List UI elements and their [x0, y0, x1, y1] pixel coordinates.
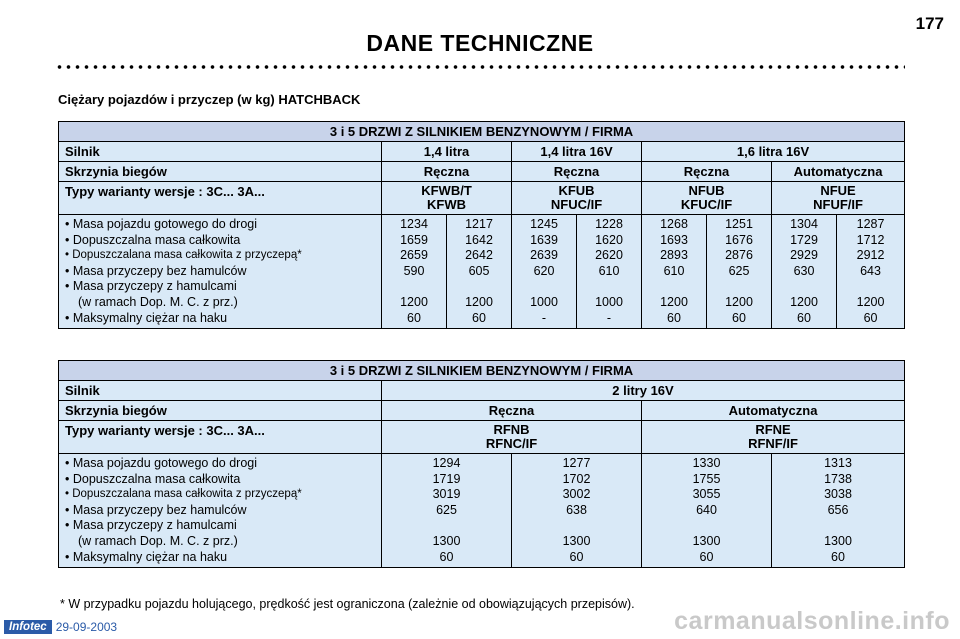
dotted-divider	[55, 64, 905, 70]
types-label: Typy warianty wersje : 3C... 3A...	[59, 421, 382, 454]
value-cell: 1313	[824, 456, 852, 470]
weights-table-2	[58, 360, 905, 568]
value-cell: 2642	[465, 248, 493, 263]
type-code: RFNF/IF	[748, 436, 798, 451]
row-label: • Masa przyczepy bez hamulców	[65, 502, 247, 517]
type-cell	[382, 421, 642, 454]
value-cell: 1304	[790, 217, 818, 231]
type-code: RFNC/IF	[485, 436, 538, 451]
value-cell	[648, 518, 765, 534]
value-cell: 60	[699, 549, 714, 564]
value-cell: 1702	[562, 471, 591, 486]
value-cell: 1693	[660, 232, 688, 247]
value-cell: 1217	[465, 217, 493, 231]
value-cell: 1755	[692, 471, 721, 486]
value-column	[512, 215, 577, 329]
watermark: carmanualsonline.info	[674, 607, 950, 635]
page-number: 177	[915, 14, 944, 33]
value-column	[512, 454, 642, 568]
row-labels	[59, 454, 382, 568]
value-cell: 2639	[530, 248, 558, 263]
value-cell	[648, 279, 700, 295]
footer	[4, 619, 117, 635]
value-cell: 3019	[432, 487, 461, 502]
value-cell: 60	[797, 310, 811, 325]
engine-cell: 1,4 litra 16V	[512, 142, 642, 162]
value-cell	[453, 279, 505, 295]
type-code: NFUF/IF	[813, 197, 863, 212]
value-cell: 1200	[856, 294, 885, 309]
value-cell: 1676	[725, 232, 753, 247]
type-code: RFNE	[755, 422, 791, 437]
value-cell: 2876	[725, 248, 753, 263]
value-cell: 590	[403, 263, 425, 278]
table-header: 3 i 5 DRZWI Z SILNIKIEM BENZYNOWYM / FIRMA	[59, 122, 905, 142]
page-title: DANE TECHNICZNE	[366, 30, 594, 56]
value-cell: 1712	[856, 232, 885, 247]
row-label: • Masa pojazdu gotowego do drogi	[65, 456, 258, 470]
value-cell: 2912	[856, 248, 885, 263]
value-cell: 638	[566, 502, 587, 517]
row-label: • Dopuszczalna masa całkowita	[65, 471, 241, 486]
type-code: NFUC/IF	[550, 197, 603, 212]
row-label: • Maksymalny ciężar na haku	[65, 310, 228, 325]
value-cell: 3055	[692, 487, 721, 502]
gearbox-cell: Ręczna	[512, 162, 642, 182]
row-label: • Masa pojazdu gotowego do drogi	[65, 217, 258, 231]
row-label: • Masa przyczepy z hamulcami	[65, 518, 237, 533]
value-cell: 2620	[595, 248, 623, 263]
value-cell: 60	[569, 549, 584, 564]
value-cell: 60	[407, 310, 421, 325]
row-label: • Dopuszczalana masa całkowita z przyczepą*	[65, 249, 302, 262]
value-cell: 60	[732, 310, 746, 325]
value-cell: -	[606, 310, 612, 325]
value-cell: 610	[598, 263, 620, 278]
type-code: NFUB	[688, 183, 725, 198]
value-cell: 610	[663, 263, 685, 278]
value-cell: 1200	[465, 294, 493, 309]
value-cell: 1330	[692, 456, 721, 470]
value-cell: 656	[827, 502, 849, 517]
value-cell	[778, 279, 830, 295]
value-cell	[583, 279, 635, 295]
value-column	[772, 215, 837, 329]
value-cell: 60	[667, 310, 681, 325]
value-cell: 60	[863, 310, 878, 325]
value-cell	[388, 279, 440, 295]
value-column	[382, 215, 447, 329]
value-cell	[713, 279, 765, 295]
value-cell: 3002	[562, 487, 591, 502]
value-cell: 3038	[824, 487, 852, 502]
type-cell	[772, 182, 905, 215]
gearbox-cell: Automatyczna	[772, 162, 905, 182]
engine-label: Silnik	[59, 381, 382, 401]
value-cell: 2929	[790, 248, 818, 263]
value-cell: 1000	[530, 294, 558, 309]
value-cell: 1639	[530, 232, 558, 247]
value-cell: 1245	[530, 217, 558, 231]
value-cell	[843, 279, 898, 295]
value-cell: 620	[533, 263, 555, 278]
type-code: KFWB	[427, 197, 466, 212]
value-cell: 2893	[660, 248, 688, 263]
value-cell: 605	[468, 263, 490, 278]
value-column	[642, 215, 707, 329]
gearbox-cell: Ręczna	[382, 401, 642, 421]
value-column	[707, 215, 772, 329]
type-code: NFUE	[820, 183, 856, 198]
value-cell: 1294	[432, 456, 461, 470]
value-cell	[518, 518, 635, 534]
row-label: • Dopuszczalana masa całkowita z przyczepą*	[65, 488, 302, 501]
infotec-logo: Infotec	[4, 620, 52, 634]
value-column	[772, 454, 905, 568]
row-label: • Dopuszczalna masa całkowita	[65, 232, 241, 247]
value-cell: 1200	[660, 294, 688, 309]
gearbox-cell: Ręczna	[642, 162, 772, 182]
row-label: • Maksymalny ciężar na haku	[65, 549, 228, 564]
table-header: 3 i 5 DRZWI Z SILNIKIEM BENZYNOWYM / FIRMA	[59, 361, 905, 381]
engine-cell: 2 litry 16V	[382, 381, 905, 401]
value-cell: 2659	[400, 248, 428, 263]
value-column	[577, 215, 642, 329]
value-cell: 60	[472, 310, 486, 325]
value-cell: 1738	[824, 471, 852, 486]
value-cell: 1642	[465, 232, 493, 247]
weights-table-1	[58, 121, 905, 329]
engine-cell: 1,6 litra 16V	[642, 142, 905, 162]
value-column	[642, 454, 772, 568]
value-cell: 625	[436, 502, 457, 517]
value-cell: 1719	[432, 471, 461, 486]
section-subtitle: Ciężary pojazdów i przyczep (w kg) HATCHBACK	[58, 92, 361, 107]
value-cell: 1659	[400, 232, 428, 247]
value-cell: 1729	[790, 232, 818, 247]
types-label: Typy warianty wersje : 3C... 3A...	[59, 182, 382, 215]
value-cell: 1300	[562, 533, 591, 548]
row-label: • Masa przyczepy bez hamulców	[65, 263, 247, 278]
gearbox-cell: Ręczna	[382, 162, 512, 182]
value-cell: 1620	[595, 232, 623, 247]
value-cell: 625	[728, 263, 750, 278]
gearbox-label: Skrzynia biegów	[59, 401, 382, 421]
value-column	[447, 215, 512, 329]
value-cell: 1200	[790, 294, 818, 309]
value-cell: 60	[439, 549, 454, 564]
type-code: RFNB	[493, 422, 530, 437]
value-cell: -	[541, 310, 547, 325]
row-label: (w ramach Dop. M. C. z prz.)	[78, 533, 238, 548]
value-cell: 1200	[400, 294, 428, 309]
type-cell	[642, 182, 772, 215]
value-column	[837, 215, 905, 329]
value-cell: 60	[831, 549, 845, 564]
gearbox-cell: Automatyczna	[642, 401, 905, 421]
value-cell: 1200	[725, 294, 753, 309]
value-cell	[778, 518, 898, 534]
type-code: KFUC/IF	[680, 197, 733, 212]
type-code: KFUB	[558, 183, 595, 198]
value-cell: 1300	[692, 533, 721, 548]
value-cell: 1300	[824, 533, 852, 548]
footnote: * W przypadku pojazdu holującego, prędkość jest ograniczona (zależnie od obowiązujących przepisów).	[60, 597, 635, 611]
value-cell: 643	[860, 263, 881, 278]
engine-cell: 1,4 litra	[382, 142, 512, 162]
value-cell: 1000	[595, 294, 623, 309]
engine-label: Silnik	[59, 142, 382, 162]
value-column	[382, 454, 512, 568]
row-labels	[59, 215, 382, 329]
value-cell: 1277	[562, 456, 591, 470]
row-label: • Masa przyczepy z hamulcami	[65, 279, 237, 294]
value-cell: 1287	[856, 217, 885, 231]
value-cell: 1228	[595, 217, 623, 231]
type-cell	[382, 182, 512, 215]
row-label: (w ramach Dop. M. C. z prz.)	[78, 294, 238, 309]
value-cell: 640	[696, 502, 717, 517]
gearbox-label: Skrzynia biegów	[59, 162, 382, 182]
value-cell: 1300	[432, 533, 461, 548]
value-cell: 1251	[725, 217, 753, 231]
value-cell: 630	[793, 263, 815, 278]
value-cell: 1234	[400, 217, 428, 231]
value-cell	[388, 518, 505, 534]
value-cell: 1268	[660, 217, 688, 231]
footer-date: 29-09-2003	[55, 620, 118, 634]
type-code: KFWB/T	[421, 183, 472, 198]
value-cell	[518, 279, 570, 295]
type-cell	[642, 421, 905, 454]
type-cell	[512, 182, 642, 215]
